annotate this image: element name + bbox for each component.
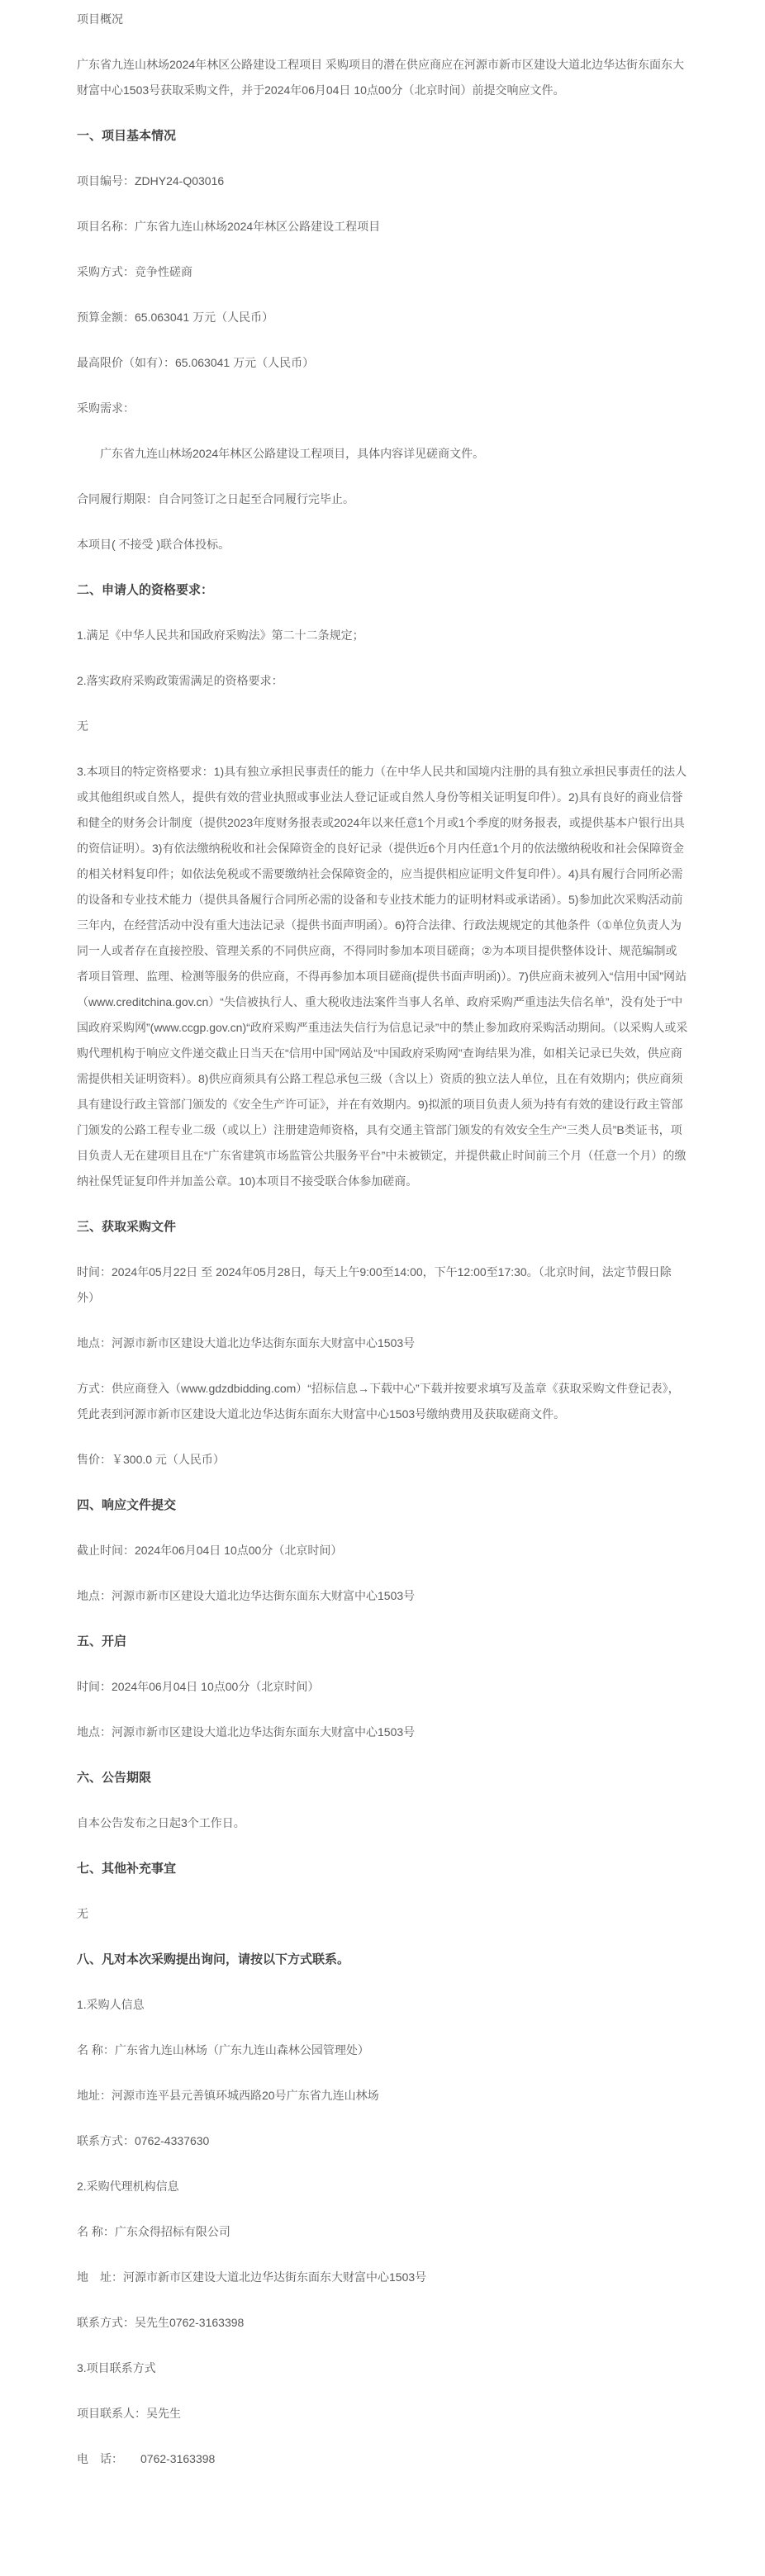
submission-deadline: 截止时间：2024年06月04日 10点00分（北京时间） <box>77 1544 343 1557</box>
field-requirement-detail: 广东省九连山林场2024年林区公路建设工程项目，具体内容详见磋商文件。 <box>100 447 485 460</box>
other-matters: 无 <box>77 1907 88 1920</box>
section2-heading: 二、申请人的资格要求： <box>77 583 214 597</box>
agency-name: 名 称：广东众得招标有限公司 <box>77 2225 230 2238</box>
submission-place: 地点：河源市新市区建设大道北边华达街东面东大财富中心1503号 <box>77 1589 416 1602</box>
qualification-item-2-value: 无 <box>77 719 88 733</box>
field-procurement-method: 采购方式：竞争性磋商 <box>77 265 192 278</box>
overview-summary: 广东省九连山林场2024年林区公路建设工程项目 采购项目的潜在供应商应在河源市新市区建设大道北边华达街东面东大财富中心1503号获取采购文件，并于2024年06月04日 10点00分（北京时间）前提交响应文件。 <box>77 58 685 97</box>
field-max-price: 最高限价（如有）：65.063041 万元（人民币） <box>77 356 315 369</box>
section8-heading: 八、凡对本次采购提出询问，请按以下方式联系。 <box>77 1952 350 1966</box>
purchaser-info-label: 1.采购人信息 <box>77 1998 145 2011</box>
agency-contact: 联系方式：吴先生0762-3163398 <box>77 2316 245 2329</box>
qualification-item-1: 1.满足《中华人民共和国政府采购法》第二十二条规定； <box>77 629 364 642</box>
document-obtain-method: 方式：供应商登入（www.gdzdbidding.com）“招标信息→下载中心”下载并按要求填写及盖章《获取采购文件登记表》，凭此表到河源市新市区建设大道北边华达街东面东大财富中心1503号缴纳费用及获取磋商文件。 <box>77 1382 680 1421</box>
qualification-item-3: 3.本项目的特定资格要求：1)具有独立承担民事责任的能力（在中华人民共和国境内注册的具有独立承担民事责任的法人或其他组织或自然人，提供有效的营业执照或事业法人登记证或自然人身份等相关证明复印件）。2)具有良好的商业信誉和健全的财务会计制度（提供2023年度财务报表或2024年以来任意1个月或1个季度的财务报表，或提供基本户银行出具的资信证明）。3)有依法缴纳税收和社会保障资金的良好记录（提供近6个月内任意1个月的依法缴纳税收和社会保障资金的相关材料复印件；如依法免税或不需要缴纳社会保障资金的，应当提供相应证明文件复印件）。4)具有履行合同所必需的设备和专业技术能力（提供具备履行合同所必需的设备和专业技术能力的证明材料或承诺函）。5)参加此次采购活动前三年内，在经营活动中没有重大违法记录（提供书面声明函）。6)符合法律、行政法规规定的其他条件（①单位负责人为同一人或者存在直接控股、管理关系的不同供应商，不得同时参加本项目磋商；②为本项目提供整体设计、规范编制或者项目管理、监理、检测等服务的供应商，不得再参加本项目磋商(提供书面声明函)）。7)供应商未被列入“信用中国”网站（www.creditchina.gov.cn）“失信被执行人、重大税收违法案件当事人名单、政府采购严重违法失信名单”，没有处于“中国政府采购网”(www.ccgp.gov.cn)“政府采购严重违法失信行为信息记录”中的禁止参加政府采购活动期间。（以采购人或采购代理机构于响应文件递交截止日当天在“信用中国”网站及“中国政府采购网”查询结果为准，如相关记录已失效，供应商需提供相关证明资料）。8)供应商须具有公路工程总承包三级（含以上）资质的独立法人单位，且在有效期内；供应商须具有建设行政主管部门颁发的《安全生产许可证》，并在有效期内。9)拟派的项目负责人须为持有有效的建设行政主管部门颁发的公路工程专业二级（或以上）注册建造师资格，具有交通主管部门颁发的有效安全生产“三类人员”B类证书，项目负责人无在建项目且在“广东省建筑市场监管公共服务平台”中未被锁定，并提供截止时间前三个月（任意一个月）的缴纳社保凭证复印件并加盖公章。10)本项目不接受联合体参加磋商。 <box>77 765 688 1188</box>
section5-heading: 五、开启 <box>77 1634 127 1649</box>
project-contact-person: 项目联系人：吴先生 <box>77 2407 181 2420</box>
field-project-number: 项目编号：ZDHY24-Q03016 <box>77 174 225 187</box>
field-project-name: 项目名称：广东省九连山林场2024年林区公路建设工程项目 <box>77 220 381 233</box>
project-contact-phone: 电 话： 0762-3163398 <box>77 2452 216 2465</box>
opening-place: 地点：河源市新市区建设大道北边华达街东面东大财富中心1503号 <box>77 1725 416 1739</box>
field-contract-period: 合同履行期限：自合同签订之日起至合同履行完毕止。 <box>77 492 354 505</box>
purchaser-contact: 联系方式：0762-4337630 <box>77 2134 210 2147</box>
field-budget-amount: 预算金额：65.063041 万元（人民币） <box>77 311 274 324</box>
overview-label: 项目概况 <box>77 12 123 26</box>
agency-info-label: 2.采购代理机构信息 <box>77 2180 179 2193</box>
purchaser-name: 名 称：广东省九连山林场（广东九连山森林公园管理处） <box>77 2043 369 2057</box>
announcement-period: 自本公告发布之日起3个工作日。 <box>77 1816 245 1829</box>
document-price: 售价：￥300.0 元（人民币） <box>77 1453 225 1466</box>
document-obtain-time: 时间：2024年05月22日 至 2024年05月28日，每天上午9:00至14:00，下午12:00至17:30。（北京时间，法定节假日除外） <box>77 1265 672 1304</box>
field-requirement-label: 采购需求： <box>77 401 135 415</box>
section6-heading: 六、公告期限 <box>77 1771 152 1785</box>
document-obtain-place: 地点：河源市新市区建设大道北边华达街东面东大财富中心1503号 <box>77 1336 416 1350</box>
section3-heading: 三、获取采购文件 <box>77 1220 177 1234</box>
section7-heading: 七、其他补充事宜 <box>77 1862 177 1876</box>
project-contact-label: 3.项目联系方式 <box>77 2361 156 2374</box>
agency-address: 地 址：河源市新市区建设大道北边华达街东面东大财富中心1503号 <box>77 2270 427 2284</box>
qualification-item-2: 2.落实政府采购政策需满足的资格要求： <box>77 674 283 687</box>
section4-heading: 四、响应文件提交 <box>77 1498 177 1512</box>
field-joint-bid: 本项目( 不接受 )联合体投标。 <box>77 538 230 551</box>
purchaser-address: 地址：河源市连平县元善镇环城西路20号广东省九连山林场 <box>77 2089 379 2102</box>
section1-heading: 一、项目基本情况 <box>77 129 177 143</box>
opening-time: 时间：2024年06月04日 10点00分（北京时间） <box>77 1680 320 1693</box>
